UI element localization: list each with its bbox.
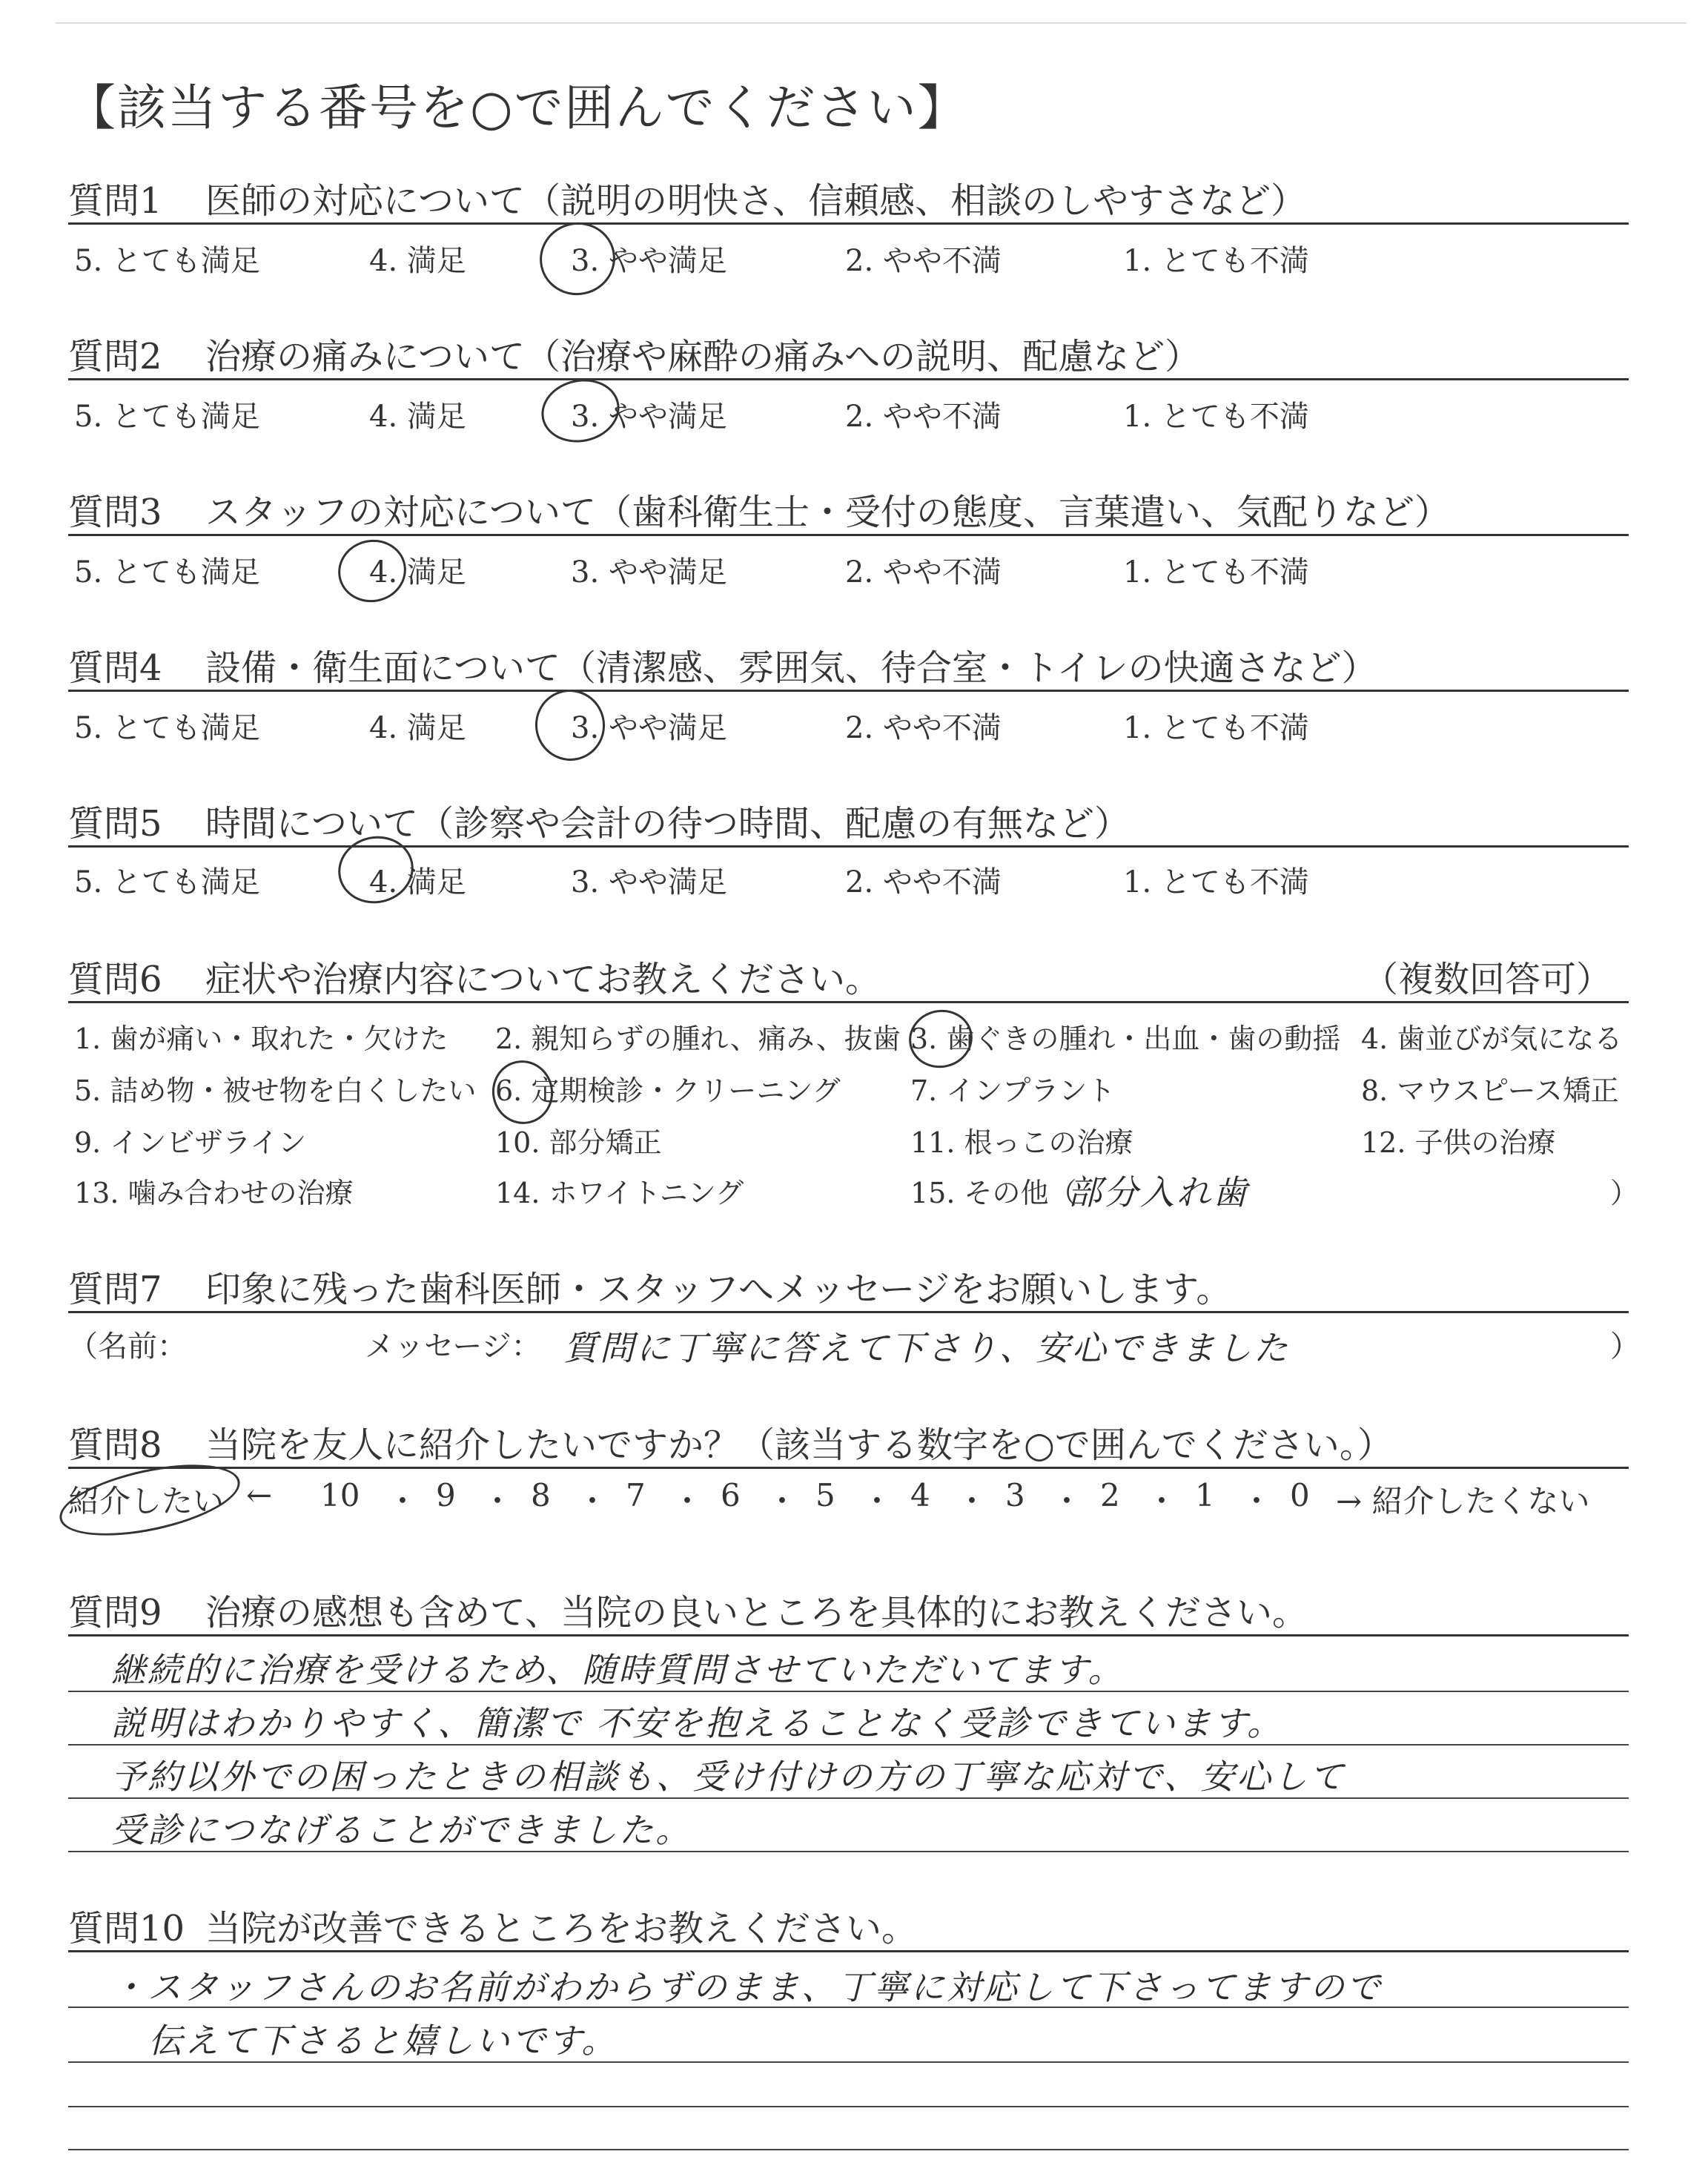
- question-number: 質問5: [68, 803, 162, 845]
- option-4[interactable]: 4. 満足: [369, 711, 466, 745]
- question-10-title: [68, 1900, 917, 1951]
- option-5[interactable]: 5. とても満足: [74, 865, 260, 899]
- scale-dot: ・: [1051, 1483, 1083, 1519]
- option-3[interactable]: 3. やや満足: [571, 244, 727, 278]
- scale-1[interactable]: 1: [1195, 1477, 1215, 1513]
- option-1[interactable]: 1. とても不満: [1123, 400, 1309, 434]
- other-close-paren: ）: [1610, 1177, 1639, 1209]
- scale-10[interactable]: 10: [320, 1477, 360, 1513]
- question-rule: [68, 690, 1629, 692]
- scale-6[interactable]: 6: [721, 1477, 741, 1513]
- question-text: 治療の痛みについて（治療や麻酔の痛みへの説明、配慮など）: [205, 336, 1201, 377]
- scale-dot: ・: [482, 1483, 514, 1519]
- symptom-option-3[interactable]: 3. 歯ぐきの腫れ・出血・歯の動揺: [910, 1023, 1341, 1055]
- option-3[interactable]: 3. やや満足: [571, 400, 727, 434]
- selection-circle: [904, 1004, 978, 1074]
- scale-dot: ・: [861, 1483, 893, 1519]
- question-number: 質問10: [68, 1908, 185, 1949]
- top-edge-line: [56, 22, 1687, 24]
- question-rule: [68, 222, 1629, 225]
- question-rule: [68, 1467, 1629, 1469]
- question-text: 印象に残った歯科医師・スタッフへメッセージをお願いします。: [205, 1269, 1232, 1310]
- scale-right-label[interactable]: → 紹介したくない: [1336, 1483, 1590, 1519]
- name-label: （名前：: [68, 1330, 187, 1364]
- message-answer[interactable]: 質問に丁寧に答えて下さり、安心できました: [563, 1328, 1290, 1368]
- question-3-title: [68, 483, 1450, 535]
- scale-5[interactable]: 5: [815, 1477, 835, 1513]
- option-3[interactable]: 3. やや満足: [571, 555, 727, 589]
- question-7-title: [68, 1261, 1231, 1312]
- symptom-option-9[interactable]: 9. インビザライン: [74, 1126, 307, 1159]
- answer-line: [68, 2106, 1629, 2107]
- symptom-option-14[interactable]: 14. ホワイトニング: [495, 1177, 744, 1209]
- scale-dot: ・: [767, 1483, 798, 1519]
- question-number: 質問3: [68, 492, 162, 533]
- question-text: 症状や治療内容についてお教えください。: [205, 959, 881, 1000]
- question-1-title: [68, 172, 1306, 223]
- answer-text-line: 継続的に治療を受けるため、随時質問させていただいてます。: [111, 1650, 1125, 1690]
- option-3[interactable]: 3. やや満足: [571, 865, 727, 899]
- scale-left-arrow: ←: [246, 1477, 273, 1513]
- option-4[interactable]: 4. 満足: [369, 865, 466, 899]
- question-text: 医師の対応について（説明の明快さ、信頼感、相談のしやすさなど）: [205, 180, 1307, 222]
- question-2-title: [68, 328, 1200, 379]
- answer-text-line: 説明はわかりやすく、簡潔で 不安を抱えることなく受診できています。: [111, 1703, 1284, 1743]
- message-close-paren: ）: [1610, 1330, 1640, 1364]
- symptom-option-4[interactable]: 4. 歯並びが気になる: [1361, 1023, 1623, 1055]
- answer-text-line: 予約以外での困ったときの相談も、受け付けの方の丁寧な応対で、安心して: [111, 1757, 1346, 1797]
- scale-dot: ・: [1241, 1483, 1273, 1519]
- option-2[interactable]: 2. やや不満: [845, 865, 1002, 899]
- question-rule: [68, 1950, 1629, 1952]
- question-rule: [68, 1634, 1629, 1636]
- symptom-option-5[interactable]: 5. 詰め物・被せ物を白くしたい: [74, 1074, 477, 1107]
- option-2[interactable]: 2. やや不満: [845, 244, 1002, 278]
- answer-text-line: 伝えて下さると嬉しいです。: [148, 2021, 618, 2061]
- symptom-option-15[interactable]: 15. その他（: [910, 1177, 1077, 1209]
- page-title: 【該当する番号を○で囲んでください】: [67, 79, 968, 136]
- message-label: メッセージ：: [365, 1330, 541, 1364]
- question-number: 質問2: [68, 336, 162, 377]
- option-4[interactable]: 4. 満足: [369, 555, 466, 589]
- scale-8[interactable]: 8: [531, 1477, 551, 1513]
- option-3[interactable]: 3. やや満足: [571, 711, 727, 745]
- scale-dot: ・: [387, 1483, 419, 1519]
- question-number: 質問9: [68, 1592, 162, 1634]
- option-4[interactable]: 4. 満足: [369, 244, 466, 278]
- scale-dot: ・: [672, 1483, 704, 1519]
- question-text: 当院を友人に紹介したいですか？（該当する数字を○で囲んでください。）: [205, 1424, 1393, 1466]
- selection-circle: [529, 683, 612, 767]
- question-8-title: [68, 1416, 1393, 1467]
- option-5[interactable]: 5. とても満足: [74, 711, 260, 745]
- option-2[interactable]: 2. やや不満: [845, 400, 1002, 434]
- question-text: 当院が改善できるところをお教えください。: [205, 1908, 918, 1949]
- scale-dot: ・: [1146, 1483, 1178, 1519]
- option-2[interactable]: 2. やや不満: [845, 711, 1002, 745]
- selection-circle: [332, 533, 411, 608]
- question-rule: [68, 534, 1629, 536]
- question-number: 質問8: [68, 1424, 162, 1466]
- selection-circle: [535, 372, 625, 449]
- question-rule: [68, 845, 1629, 848]
- selection-circle: [486, 1054, 559, 1129]
- question-5-title: [68, 795, 1130, 846]
- question-rule: [68, 1001, 1629, 1003]
- question-number: 質問6: [68, 959, 162, 1000]
- answer-line: [68, 2149, 1629, 2150]
- scale-4[interactable]: 4: [910, 1477, 930, 1513]
- scale-2[interactable]: 2: [1100, 1477, 1120, 1513]
- symptom-option-6[interactable]: 6. 定期検診・クリーニング: [495, 1074, 841, 1107]
- multiple-answers-note: （複数回答可）: [1363, 959, 1612, 1000]
- answer-text-line: ・スタッフさんのお名前がわからずのまま、丁寧に対応して下さってますので: [111, 1967, 1383, 2007]
- scale-dot: ・: [956, 1483, 988, 1519]
- option-4[interactable]: 4. 満足: [369, 400, 466, 434]
- answer-text-line: 受診につなげることができました。: [111, 1810, 692, 1850]
- symptom-option-11[interactable]: 11. 根っこの治療: [910, 1126, 1133, 1159]
- option-5[interactable]: 5. とても満足: [74, 555, 260, 589]
- scale-3[interactable]: 3: [1005, 1477, 1025, 1513]
- question-text: 設備・衛生面について（清潔感、雰囲気、待合室・トイレの快適さなど）: [205, 647, 1377, 689]
- question-rule: [68, 378, 1629, 380]
- question-4-title: [68, 639, 1377, 690]
- scale-7[interactable]: 7: [626, 1477, 646, 1513]
- symptom-option-7[interactable]: 7. インプラント: [910, 1074, 1116, 1107]
- option-5[interactable]: 5. とても満足: [74, 400, 260, 434]
- scale-left-label[interactable]: 紹介したい: [68, 1483, 225, 1519]
- option-1[interactable]: 1. とても不満: [1123, 555, 1309, 589]
- question-text: スタッフの対応について（歯科衛生士・受付の態度、言葉遣い、気配りなど）: [205, 492, 1451, 533]
- scale-0[interactable]: 0: [1290, 1477, 1310, 1513]
- symptom-option-13[interactable]: 13. 噛み合わせの治療: [74, 1177, 354, 1209]
- question-6-title: [68, 951, 881, 1002]
- option-1[interactable]: 1. とても不満: [1123, 865, 1309, 899]
- option-2[interactable]: 2. やや不満: [845, 555, 1002, 589]
- symptom-option-10[interactable]: 10. 部分矯正: [495, 1126, 662, 1159]
- question-text: 治療の感想も含めて、当院の良いところを具体的にお教えください。: [205, 1592, 1308, 1634]
- question-9-title: [68, 1584, 1308, 1635]
- option-5[interactable]: 5. とても満足: [74, 244, 260, 278]
- selection-circle: [533, 215, 622, 302]
- scale-dot: ・: [577, 1483, 609, 1519]
- question-number: 質問7: [68, 1269, 162, 1310]
- symptom-option-8[interactable]: 8. マウスピース矯正: [1361, 1074, 1619, 1107]
- symptom-option-12[interactable]: 12. 子供の治療: [1361, 1126, 1556, 1159]
- other-symptom-answer[interactable]: 部分入れ歯: [1068, 1172, 1249, 1212]
- option-1[interactable]: 1. とても不満: [1123, 244, 1309, 278]
- option-1[interactable]: 1. とても不満: [1123, 711, 1309, 745]
- question-number: 質問1: [68, 180, 162, 222]
- symptom-option-2[interactable]: 2. 親知らずの腫れ、痛み、抜歯: [495, 1023, 901, 1055]
- question-rule: [68, 1311, 1629, 1313]
- question-number: 質問4: [68, 647, 162, 689]
- scale-9[interactable]: 9: [436, 1477, 456, 1513]
- question-text: 時間について（診察や会計の待つ時間、配慮の有無など）: [205, 803, 1131, 845]
- symptom-option-1[interactable]: 1. 歯が痛い・取れた・欠けた: [74, 1023, 448, 1055]
